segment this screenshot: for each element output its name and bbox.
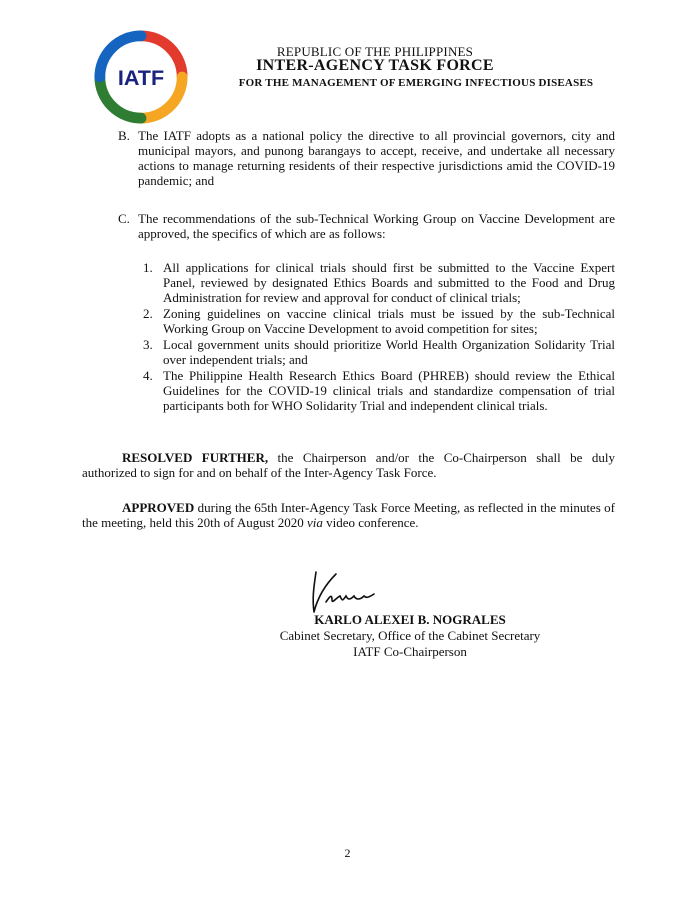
resolved-text: the Chairperson and/or the Co-Chairperson shall be duly authorized to sign for and on behalf of the Inter-Agency Task Force. — [82, 450, 615, 480]
header-subtitle: FOR THE MANAGEMENT OF EMERGING INFECTIOUS DISEASES — [238, 77, 594, 89]
approved-lead: APPROVED — [122, 500, 195, 515]
approved-text: during the 65th Inter-Agency Task Force Meeting, as reflected in the minutes of the meeting, held this 20th of August 2020 — [82, 500, 615, 530]
list-item — [118, 211, 615, 243]
item-marker: 1. — [143, 260, 153, 275]
item-text: The IATF adopts as a national policy the directive to all provincial governors, city and municipal mayors, and punong barangays to accept, receive, and undertake all necessary actions to manage returning residents of their respective jurisdictions amid the COVID-19 pandemic; and — [138, 128, 615, 188]
item-marker: 3. — [143, 337, 153, 352]
sub-list-item — [143, 337, 615, 368]
sub-list-item — [143, 260, 615, 306]
page-number: 2 — [344, 846, 351, 860]
header-agency: INTER-AGENCY TASK FORCE — [256, 57, 494, 74]
signatory-title: Cabinet Secretary, Office of the Cabinet Secretary — [279, 628, 541, 643]
item-text: All applications for clinical trials should first be submitted to the Vaccine Expert Panel, reviewed by designated Ethics Boards and submitted to the Food and Drug Administration for review and approval for conduct of clinical trials; — [163, 260, 615, 305]
sub-list-item — [143, 306, 615, 337]
sub-list-item — [143, 368, 615, 414]
iatf-logo — [92, 28, 190, 126]
resolved-lead: RESOLVED FURTHER, — [122, 450, 269, 465]
approved-italic: via — [306, 515, 323, 530]
svg-text:IATF: IATF — [117, 64, 165, 90]
item-text: Local government units should prioritize World Health Organization Solidarity Trial over independent trials; and — [163, 337, 615, 367]
header-republic: REPUBLIC OF THE PHILIPPINES — [276, 44, 474, 59]
signature — [296, 566, 378, 616]
item-marker: 4. — [143, 368, 153, 383]
item-marker: B. — [118, 128, 130, 143]
item-text: The Philippine Health Research Ethics Board (PHREB) should review the Ethical Guidelines for the COVID-19 clinical trials and standardize compensation of trial participants both for WHO Solidarity Trial and independent clinical trials. — [163, 368, 615, 413]
approved-text-end: video conference. — [322, 515, 419, 530]
item-marker: C. — [118, 211, 130, 226]
item-text: The recommendations of the sub-Technical Working Group on Vaccine Development are approved, the specifics of which are as follows: — [138, 211, 615, 241]
signatory-role: IATF Co-Chairperson — [353, 644, 467, 659]
list-item — [118, 128, 615, 190]
item-marker: 2. — [143, 306, 153, 321]
resolved-paragraph — [82, 450, 615, 480]
signatory-name: KARLO ALEXEI B. NOGRALES — [314, 612, 506, 627]
approved-paragraph — [82, 500, 615, 530]
item-text: Zoning guidelines on vaccine clinical trials must be issued by the sub-Technical Working Group on Vaccine Development to avoid competition for sites; — [163, 306, 615, 336]
